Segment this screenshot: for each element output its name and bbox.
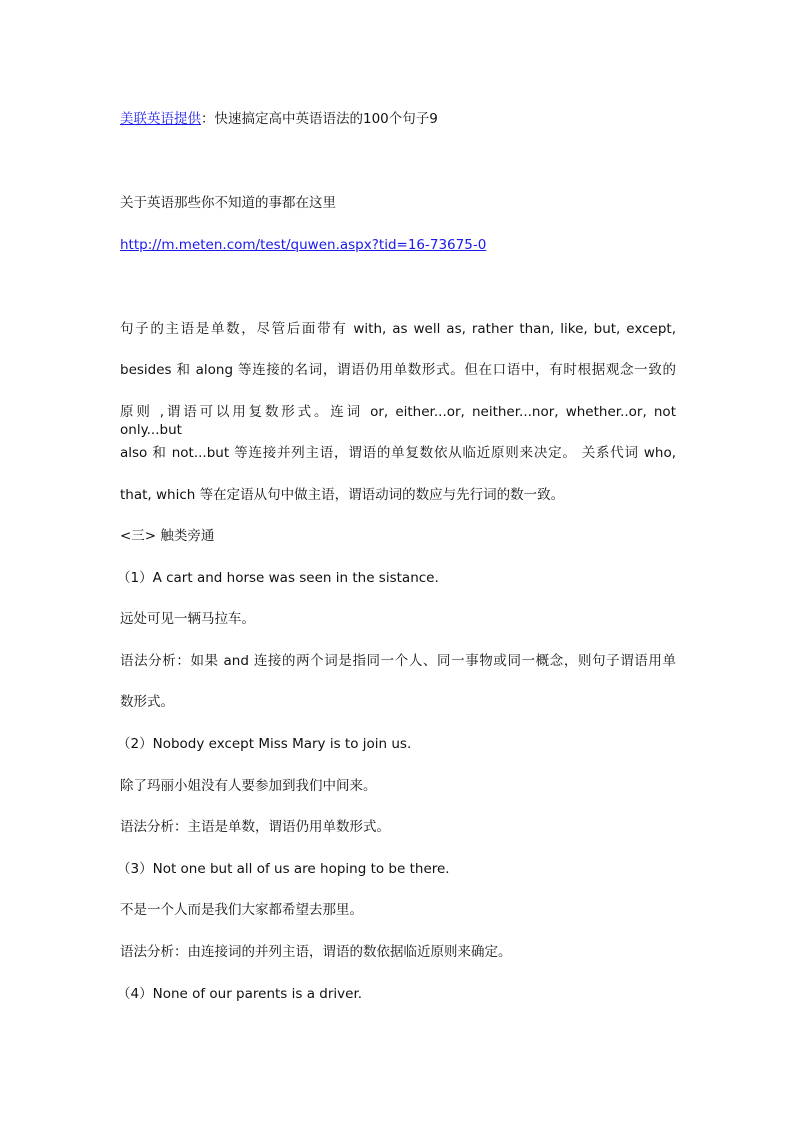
intro-line: 关于英语那些你不知道的事都在这里 [120, 195, 336, 211]
example-2-sentence: （2）Nobody except Miss Mary is to join us. [117, 736, 412, 752]
example-3-analysis: 语法分析：由连接词的并列主语，谓语的数依据临近原则来确定。 [120, 944, 512, 960]
example-2-translation: 除了玛丽小姐没有人要参加到我们中间来。 [120, 778, 377, 794]
example-3-translation: 不是一个人而是我们大家都希望去那里。 [120, 902, 363, 918]
example-3-sentence: （3）Not one but all of us are hoping to be there. [117, 861, 450, 877]
title-text: ：快速搞定高中英语语法的100个句子9 [201, 111, 438, 127]
explanation-line-4: also 和 not...but 等连接并列主语，谓语的单复数依从临近原则来决定。 关系代词 who, [120, 445, 676, 461]
example-1-translation: 远处可见一辆马拉车。 [120, 611, 255, 627]
explanation-line-5: that, which 等在定语从句中做主语，谓语动词的数应与先行词的数一致。 [120, 487, 565, 503]
example-2-analysis: 语法分析：主语是单数，谓语仍用单数形式。 [120, 819, 390, 835]
explanation-line-1: 句子的主语是单数，尽管后面带有 with, as well as, rather than, like, but, except, [120, 321, 676, 337]
section-title: <三> 触类旁通 [120, 528, 215, 544]
explanation-line-3: 原则 ,谓语可以用复数形式。连词 or, either...or, neither...nor, whether..or, not only...but [120, 404, 676, 438]
example-4-sentence: （4）None of our parents is a driver. [117, 986, 363, 1002]
intro-url-line [120, 236, 676, 254]
page-title [120, 110, 676, 128]
example-1-sentence: （1）A cart and horse was seen in the sistance. [117, 570, 439, 586]
intro-url-link[interactable]: http://m.meten.com/test/quwen.aspx?tid=16-73675-0 [120, 237, 487, 253]
explanation-line-2: besides 和 along 等连接的名词，谓语仍用单数形式。但在口语中，有时根据观念一致的 [120, 362, 676, 378]
example-1-analysis-line-1: 语法分析：如果 and 连接的两个词是指同一个人、同一事物或同一概念，则句子谓语用单 [120, 653, 676, 669]
example-1-analysis-line-2: 数形式。 [120, 694, 174, 710]
meten-link[interactable]: 美联英语提供 [120, 111, 201, 127]
